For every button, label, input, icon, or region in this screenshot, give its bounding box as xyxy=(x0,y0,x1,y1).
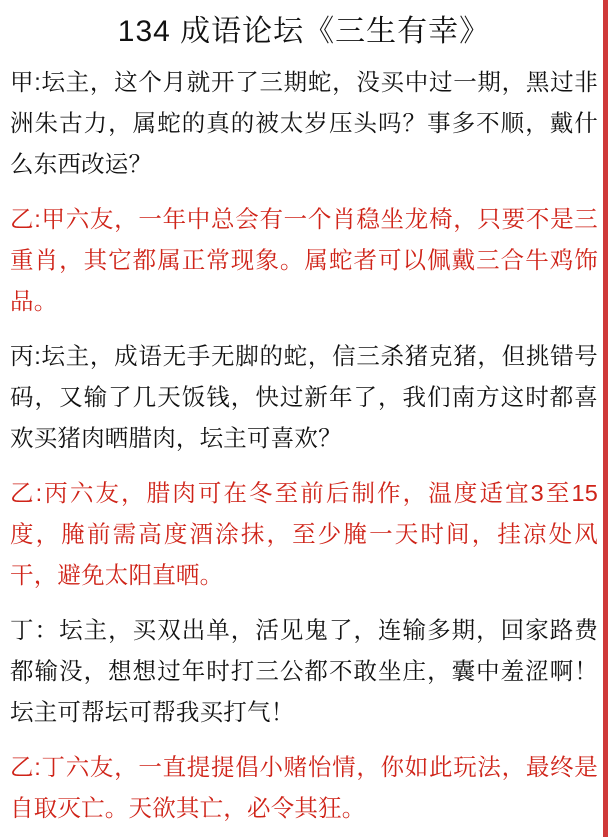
post-text: 乙:甲六友，一年中总会有一个肖稳坐龙椅，只要不是三重肖，其它都属正常现象。属蛇者可以佩戴三合牛鸡饰品。 xyxy=(10,206,598,314)
post-text: 乙:丙六友，腊肉可在冬至前后制作，温度适宜3至15度，腌前需高度酒涂抹，至少腌一天时间，挂凉处风干，避免太阳直晒。 xyxy=(10,480,598,588)
page-title: 134 成语论坛《三生有幸》 xyxy=(117,15,491,48)
post-text: 丁：坛主，买双出单，活见鬼了，连输多期，回家路费都输没，想想过年时打三公都不敢坐庄，囊中羞涩啊！坛主可帮坛可帮我买打气！ xyxy=(10,617,598,725)
forum-post xyxy=(10,336,598,459)
forum-post xyxy=(10,199,598,322)
top-right-notch xyxy=(573,0,603,3)
forum-post xyxy=(10,473,598,596)
forum-post xyxy=(10,747,598,829)
post-text: 乙:丁六友，一直提提倡小赌怡情，你如此玩法，最终是自取灭亡。天欲其亡，必令其狂。 xyxy=(10,754,598,821)
post-text: 丙:坛主，成语无手无脚的蛇，信三杀猪克猪，但挑错号码，又输了几天饭钱，快过新年了，我们南方这时都喜欢买猪肉晒腊肉，坛主可喜欢？ xyxy=(10,343,598,451)
right-margin-rail xyxy=(603,0,608,837)
left-margin-rail xyxy=(0,0,4,837)
forum-post xyxy=(10,62,598,185)
post-text: 甲:坛主，这个月就开了三期蛇，没买中过一期，黑过非洲朱古力，属蛇的真的被太岁压头吗？事多不顺，戴什么东西改运？ xyxy=(10,69,598,177)
forum-post xyxy=(10,610,598,733)
